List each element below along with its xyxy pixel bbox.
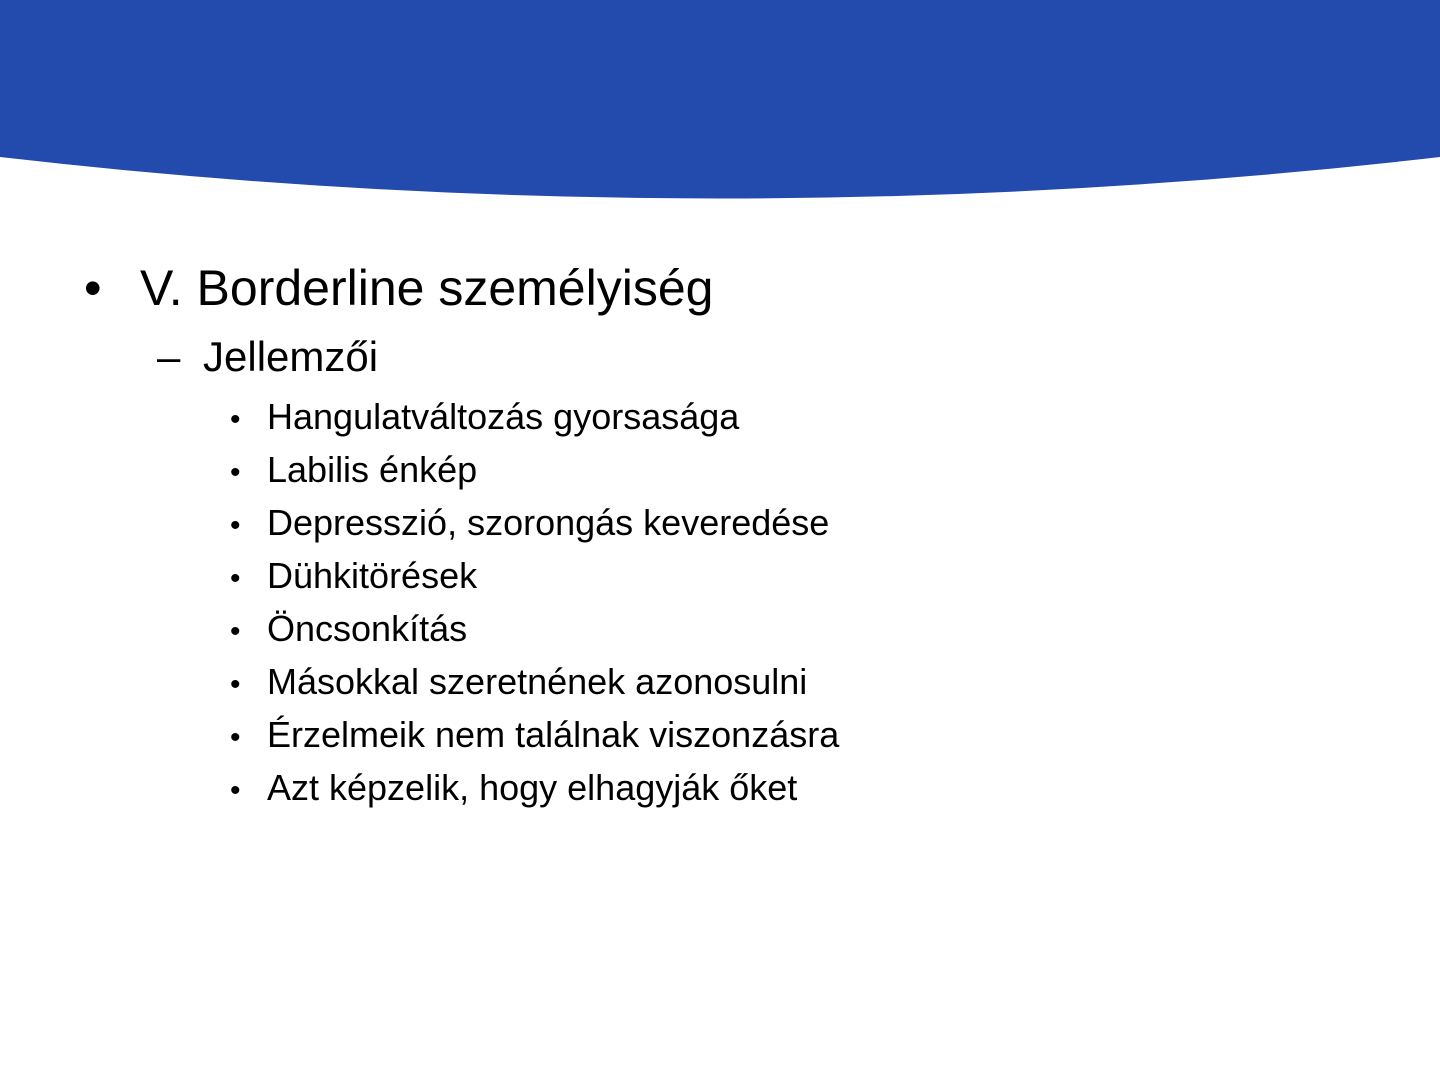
subheading-text: Jellemzői	[203, 333, 379, 380]
subheading-item	[157, 330, 378, 384]
heading-item	[84, 256, 713, 320]
list-item-text: Érzelmeik nem találnak viszonzásra	[267, 714, 840, 755]
heading-text: V. Borderline személyiség	[140, 260, 714, 316]
list-item	[230, 443, 839, 496]
list-item-text: Dühkitörések	[267, 555, 478, 596]
bullet-marker: •	[230, 562, 241, 595]
list-item	[230, 655, 839, 708]
list-item	[230, 390, 839, 443]
list-item	[230, 602, 839, 655]
bullet-marker: •	[230, 456, 241, 489]
bullet-marker: •	[230, 721, 241, 754]
list-item-text: Hangulatváltozás gyorsasága	[267, 396, 740, 437]
list-item	[230, 761, 839, 814]
characteristics-list	[230, 390, 839, 814]
dash-marker: –	[157, 333, 181, 380]
list-item-text: Azt képzelik, hogy elhagyják őket	[267, 767, 798, 808]
list-item-text: Depresszió, szorongás keveredése	[267, 502, 830, 543]
bullet-marker: •	[230, 403, 241, 436]
bullet-marker: •	[230, 774, 241, 807]
list-item-text: Öncsonkítás	[267, 608, 468, 649]
bullet-marker: •	[230, 615, 241, 648]
bullet-marker: •	[84, 260, 102, 316]
bullet-marker: •	[230, 668, 241, 701]
list-item-text: Másokkal szeretnének azonosulni	[267, 661, 808, 702]
list-item	[230, 708, 839, 761]
list-item	[230, 496, 839, 549]
list-item-text: Labilis énkép	[267, 449, 478, 490]
list-item	[230, 549, 839, 602]
bullet-marker: •	[230, 509, 241, 542]
